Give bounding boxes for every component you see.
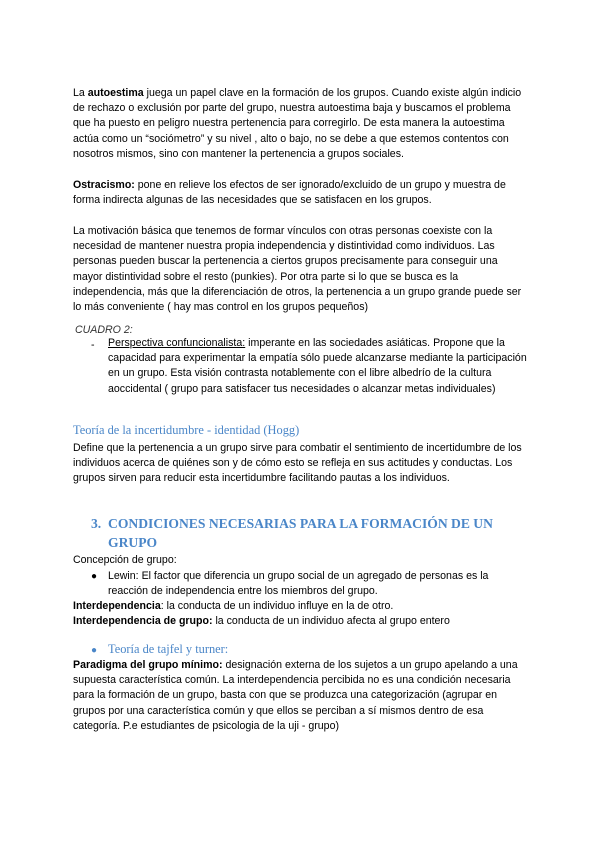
paragraph-text: La motivación básica que tenemos de formar vínculos con otras personas coexiste con la necesidad de mantener nuestra propia independencia y distintividad como individuos. Las personas pueden buscar la pertenencia a ciertos grupos precisamente para conseguir una mayor distintividad sobre el resto (punkies). Por otra parte si lo que se busca es la independencia, más que la diferenciación de otros, la pertenencia a un grupo grande puede ser lo más conveniente ( hay mas control en los grupos pequeños)	[73, 225, 522, 314]
term-interdependencia: Interdependencia	[73, 600, 161, 612]
term-ostracismo: Ostracismo:	[73, 179, 135, 191]
paragraph-text: la conducta de un individuo afecta al grupo entero	[212, 615, 450, 627]
paragraph-text: Define que la pertenencia a un grupo sirve para combatir el sentimiento de incertidumbre de los individuos acerca de quiénes son y de cómo esto se refleja en sus actitudes y conductas. Los grupos sirven para reducir esta incertidumbre facilitando pautas a los individuos.	[73, 442, 522, 485]
heading-tajfel: Teoría de tajfel y turner:	[108, 642, 229, 656]
concepcion-label: Concepción de grupo:	[73, 554, 177, 566]
section-title-line1: CONDICIONES NECESARIAS PARA LA FORMACIÓN DE UN	[108, 516, 493, 531]
cuadro-item	[108, 336, 530, 397]
paragraph-text: juega un papel clave en la formación de los grupos. Cuando existe algún indicio de rechazo o exclusión por parte del grupo, nuestra autoestima baja y buscamos el problema que ha puesto en peligro nuestra pertenencia para corregirlo. De esta manera la autoestima actúa como un “sociómetro” y su nivel , alto o bajo, no se debe a que estemos contentos con nosotros mismos, sino con mantener la pertenencia a grupos sociales.	[73, 87, 522, 160]
paragraph-text: pone en relieve los efectos de ser ignorado/excluido de un grupo y muestra de forma indirecta algunas de las necesidades que se satisfacen en los grupos.	[73, 179, 506, 207]
section-heading	[91, 514, 531, 552]
paragraph-paradigma	[73, 658, 529, 734]
list-dash: -	[91, 339, 95, 351]
cuadro-label: CUADRO 2:	[75, 324, 133, 336]
term-autoestima: autoestima	[87, 87, 144, 99]
section-title-line2: GRUPO	[108, 535, 158, 550]
paragraph-interdependencia-grupo	[73, 614, 529, 629]
item-text: imperante en las sociedades asiáticas. Propone que la capacidad para experimentar la empatía sólo puede alcanzarse mediante la participación en un grupo. Esta visión contrasta notablemente con el libre albedrío de la cultura aoccidental ( grupo para satisfacer tus necesidades o alcanzar metas individuales)	[108, 337, 527, 395]
section-number: 3.	[91, 516, 102, 531]
lewin-item: Lewin: El factor que diferencia un grupo social de un agregado de personas es la reacción de independencia entre los miembros del grupo.	[108, 570, 489, 598]
heading-incertidumbre: Teoría de la incertidumbre - identidad (Hogg)	[73, 423, 300, 437]
item-title: Perspectiva confuncionalista:	[108, 337, 246, 349]
paragraph-autoestima	[73, 86, 529, 162]
term-interdependencia-grupo: Interdependencia de grupo:	[73, 615, 213, 627]
bullet-icon: ●	[91, 645, 98, 656]
term-paradigma: Paradigma del grupo mínimo:	[73, 659, 223, 671]
bullet-icon: ●	[91, 571, 98, 582]
paragraph-text: : la conducta de un individuo influye en la de otro.	[160, 600, 394, 612]
text-pre: La	[73, 87, 88, 99]
paragraph-incertidumbre	[73, 441, 529, 487]
paragraph-text: designación externa de los sujetos a un grupo apelando a una supuesta característica común. La interdependencia percibida no es una condición necesaria para la formación de un grupo, basta con que se produzca una categorización (agrupar en grupos por una característica común y que ellos se perciban a sí mismos dentro de esa categoría. P.e estudiantes de psicologia de la uji - grupo)	[73, 659, 518, 732]
paragraph-ostracismo	[73, 178, 529, 208]
paragraph-interdependencia	[73, 599, 529, 614]
paragraph-motivacion	[73, 224, 529, 315]
